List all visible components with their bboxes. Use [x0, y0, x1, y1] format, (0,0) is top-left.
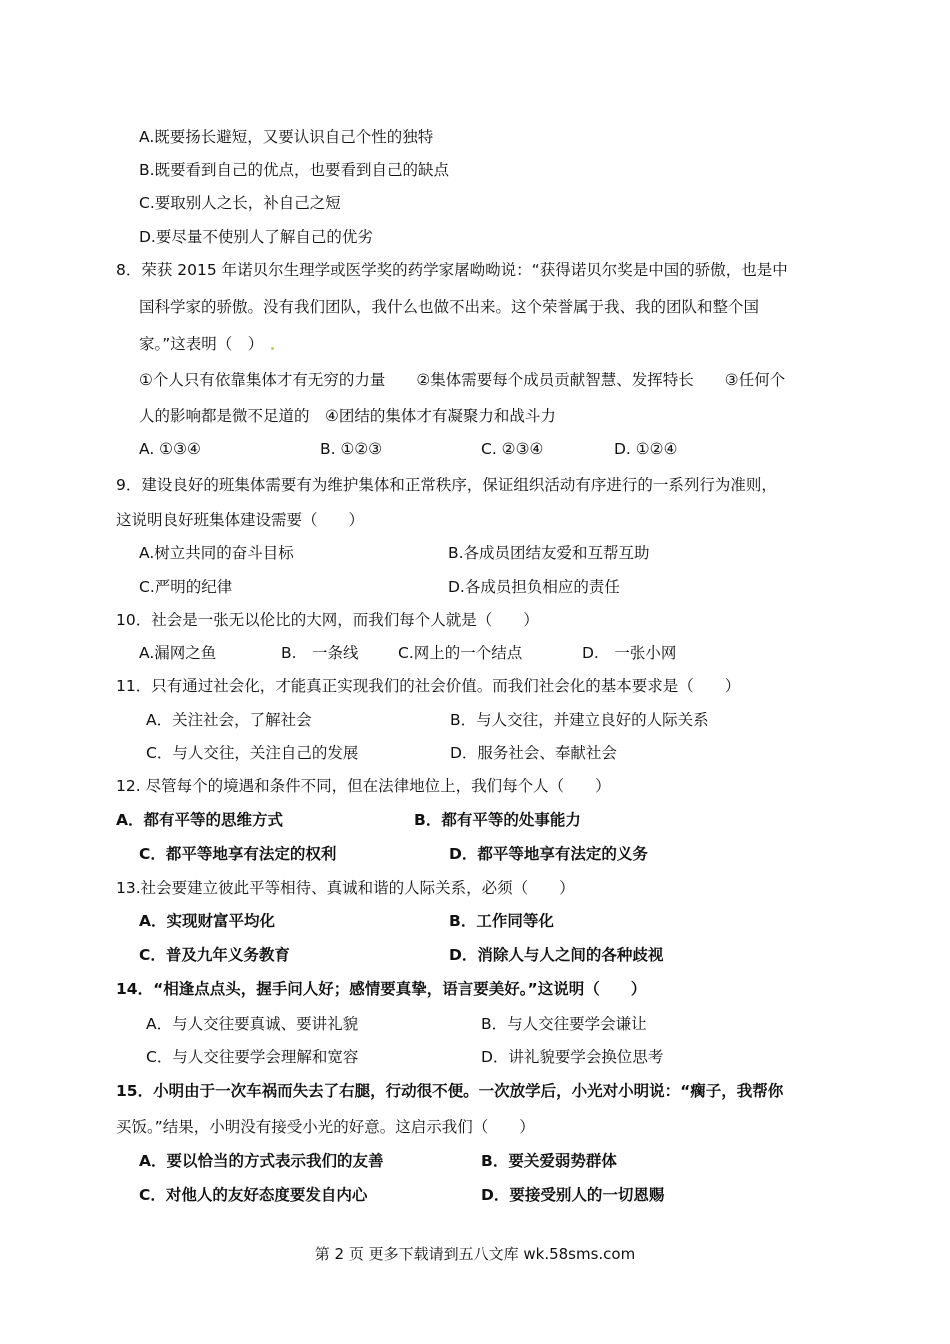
q9-option-c: C.严明的纪律 [139, 578, 233, 596]
q7-option-d: D.要尽量不使别人了解自己的优劣 [139, 228, 373, 246]
q15-option-d: D．要接受别人的一切恩赐 [481, 1186, 665, 1204]
q12-stem: 12. 尽管每个的境遇和条件不同，但在法律地位上，我们每个人（ ） [116, 777, 611, 795]
q10-stem: 10．社会是一张无以伦比的大网，而我们每个人就是（ ） [116, 611, 539, 629]
q15-option-c: C．对他人的友好态度要发自内心 [139, 1186, 368, 1204]
q8-option-a: A. ①③④ [139, 440, 201, 458]
q13-stem: 13.社会要建立彼此平等相待、真诚和谐的人际关系，必须（ ） [116, 879, 575, 897]
q12-option-a: A．都有平等的思维方式 [116, 811, 283, 829]
q14-option-d: D．讲礼貌要学会换位思考 [481, 1048, 664, 1066]
q12-option-d: D．都平等地享有法定的义务 [449, 845, 648, 863]
q12-option-c: C．都平等地享有法定的权利 [139, 845, 337, 863]
q15-option-b: B．要关爱弱势群体 [481, 1152, 617, 1170]
q7-option-b: B.既要看到自己的优点，也要看到自己的缺点 [139, 161, 450, 179]
q7-option-c: C.要取别人之长，补自己之短 [139, 194, 341, 212]
q14-option-a: A．与人交往要真诚、要讲礼貌 [146, 1015, 359, 1033]
q11-option-d: D．服务社会、奉献社会 [450, 744, 617, 762]
stray-mark [271, 347, 274, 350]
q10-option-c: C.网上的一个结点 [398, 644, 523, 662]
q8-option-d: D. ①②④ [614, 440, 678, 458]
q11-option-b: B．与人交往，并建立良好的人际关系 [450, 711, 709, 729]
q15-stem-line2: 买饭。”结果，小明没有接受小光的好意。这启示我们（ ） [116, 1118, 535, 1136]
q8-statements-line1: ①个人只有依靠集体才有无穷的力量 ②集体需要每个成员贡献智慧、发挥特长 ③任何个 [139, 371, 786, 389]
q7-option-a: A.既要扬长避短，又要认识自己个性的独特 [139, 128, 434, 146]
q10-option-b: B. 一条线 [281, 644, 359, 662]
q14-option-c: C．与人交往要学会理解和宽容 [146, 1048, 359, 1066]
q13-option-d: D．消除人与人之间的各种歧视 [449, 946, 664, 964]
q13-option-c: C．普及九年义务教育 [139, 946, 290, 964]
q14-stem: 14．“相逢点点头，握手问人好；感情要真挚，语言要美好。”这说明（ ） [116, 980, 647, 998]
q8-stem-line2: 国科学家的骄傲。没有我们团队，我什么也做不出来。这个荣誉属于我、我的团队和整个国 [139, 298, 760, 316]
q9-stem-line2: 这说明良好班集体建设需要（ ） [116, 511, 365, 529]
q11-option-a: A．关注社会，了解社会 [146, 711, 312, 729]
q8-stem-line3: 家。”这表明（ ） [139, 335, 264, 353]
q11-stem: 11．只有通过社会化，才能真正实现我们的社会价值。而我们社会化的基本要求是（ ） [116, 677, 741, 695]
q15-stem-line1: 15．小明由于一次车祸而失去了右腿，行动很不便。一次放学后，小光对小明说：“瘸子，我帮你 [116, 1082, 784, 1100]
q11-option-c: C．与人交往，关注自己的发展 [146, 744, 359, 762]
q8-option-c: C. ②③④ [481, 440, 544, 458]
q13-option-b: B．工作同等化 [449, 912, 554, 930]
q14-option-b: B．与人交往要学会谦让 [481, 1015, 647, 1033]
q9-option-a: A.树立共同的奋斗目标 [139, 544, 294, 562]
q10-option-a: A.漏网之鱼 [139, 644, 217, 662]
q13-option-a: A．实现财富平均化 [139, 912, 275, 930]
q15-option-a: A．要以恰当的方式表示我们的友善 [139, 1152, 384, 1170]
q9-stem-line1: 9．建设良好的班集体需要有为维护集体和正常秩序，保证组织活动有序进行的一系列行为准则， [116, 476, 777, 494]
q8-option-b: B. ①②③ [320, 440, 383, 458]
q9-option-b: B.各成员团结友爱和互帮互助 [448, 544, 650, 562]
q8-statements-line2: 人的影响都是微不足道的 ④团结的集体才有凝聚力和战斗力 [139, 407, 556, 425]
q9-option-d: D.各成员担负相应的责任 [448, 578, 620, 596]
q8-stem-line1: 8．荣获 2015 年诺贝尔生理学或医学奖的药学家屠呦呦说：“获得诺贝尔奖是中国的骄傲，也是中 [116, 261, 788, 279]
page-footer: 第 2 页 更多下载请到五八文库 wk.58sms.com [314, 1245, 636, 1263]
q12-option-b: B．都有平等的处事能力 [414, 811, 581, 829]
q10-option-d: D. 一张小网 [582, 644, 677, 662]
